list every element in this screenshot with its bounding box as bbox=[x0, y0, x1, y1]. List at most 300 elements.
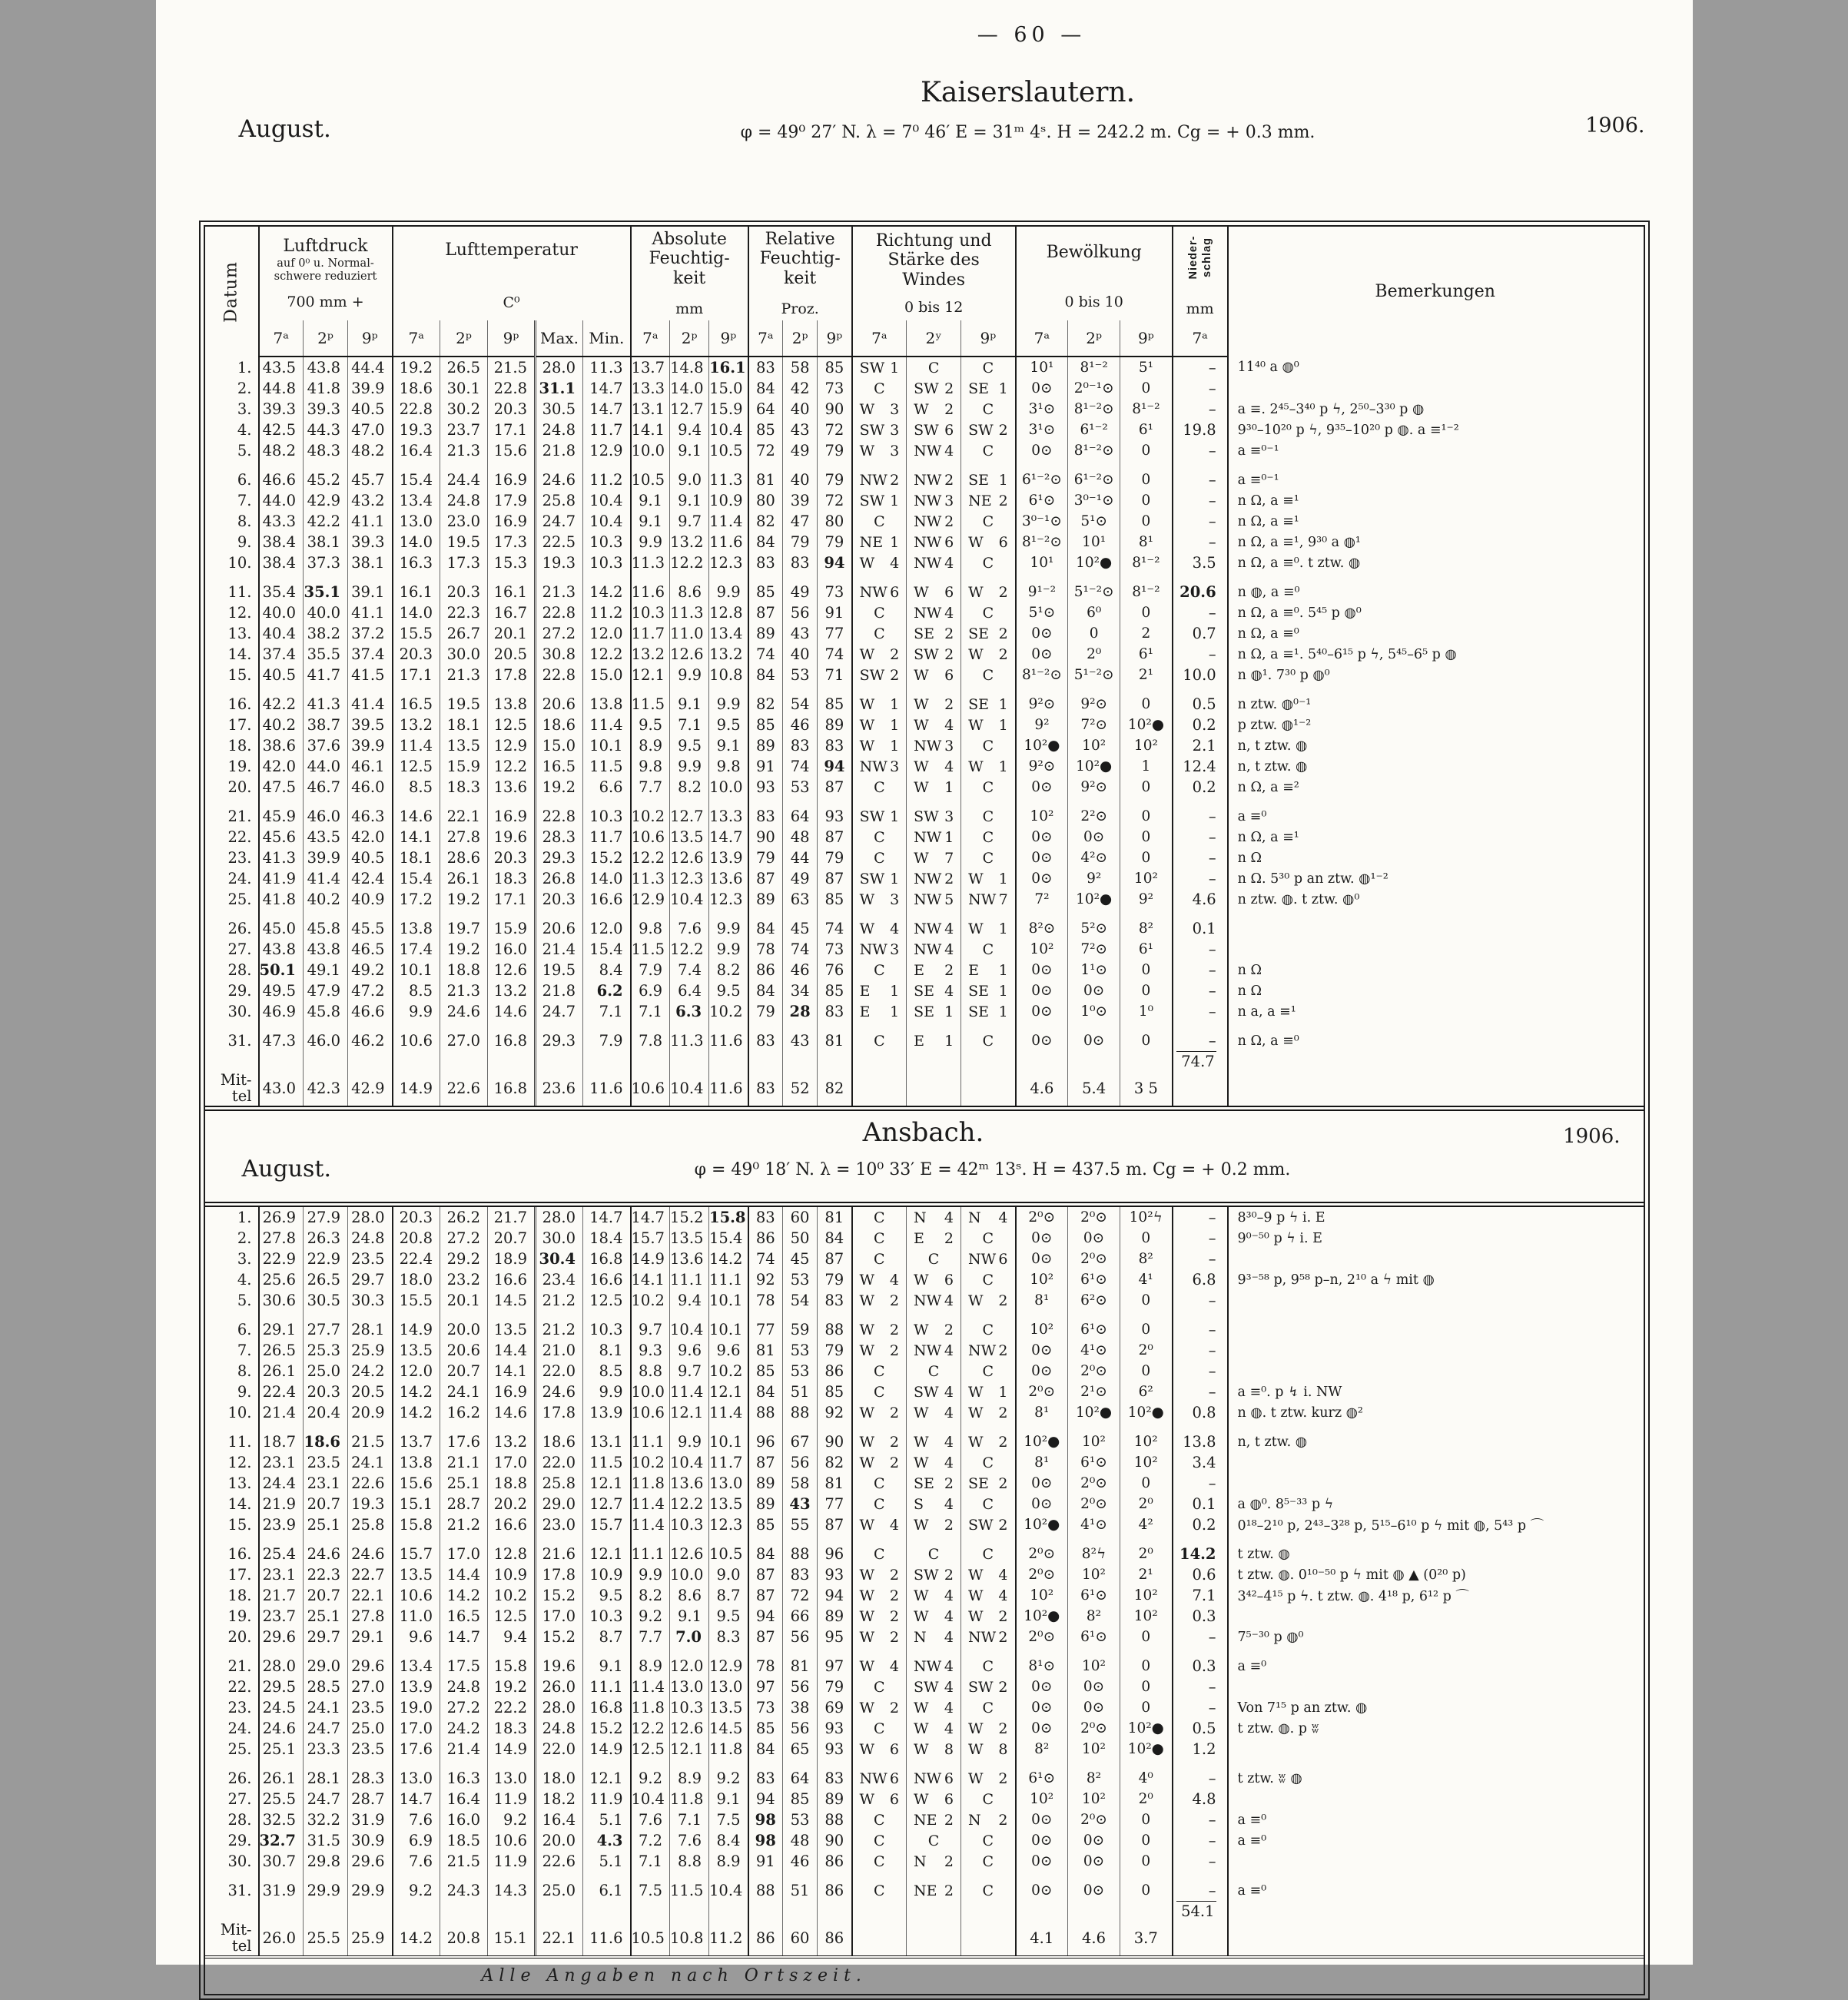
relhum-7a: 88 bbox=[748, 1402, 783, 1423]
temp-9p bbox=[488, 1022, 536, 1030]
abshum-7a: 12.5 bbox=[631, 1739, 670, 1760]
relhum-9p: 86 bbox=[818, 1361, 852, 1381]
table-row-day-19 bbox=[205, 756, 1642, 777]
relhum-7a: 87 bbox=[748, 1627, 783, 1647]
wind-7a bbox=[852, 756, 907, 777]
temp-2p: 18.3 bbox=[440, 777, 488, 798]
temp-2p: 21.1 bbox=[440, 1452, 488, 1473]
wind-2p bbox=[907, 1319, 961, 1340]
temp-min bbox=[583, 1760, 631, 1768]
pressure-9p: 47.0 bbox=[348, 420, 393, 440]
abshum-7a: 11.8 bbox=[631, 1697, 670, 1718]
temp-7a: 13.2 bbox=[393, 715, 440, 735]
datum: Mit- tel bbox=[205, 1920, 259, 1955]
table-row-day-18 bbox=[205, 735, 1642, 756]
wind-direction: SE bbox=[968, 696, 989, 713]
abshum-9p: 10.2 bbox=[709, 1361, 748, 1381]
wind-7a bbox=[852, 694, 907, 715]
relhum-9p: 95 bbox=[818, 1627, 852, 1647]
relhum-9p: 80 bbox=[818, 511, 852, 532]
wind-force: 2 bbox=[890, 1608, 899, 1625]
wind-9p: C bbox=[961, 939, 1016, 960]
relhum-2p bbox=[783, 1311, 818, 1319]
wind-7a: C bbox=[852, 1718, 907, 1739]
pressure-2p: 44.3 bbox=[304, 420, 348, 440]
wind-direction: NW bbox=[914, 555, 941, 572]
cloud-9p bbox=[1120, 1311, 1173, 1319]
wind-2p bbox=[907, 1677, 961, 1697]
wind-force: 2 bbox=[944, 1567, 954, 1584]
precip-7a: 6.8 bbox=[1173, 1269, 1228, 1290]
cloud-2p: 2⁰⊙ bbox=[1068, 1473, 1120, 1494]
wind-9p bbox=[961, 1739, 1016, 1760]
abshum-2p: 7.1 bbox=[670, 715, 709, 735]
wind-force: 2 bbox=[944, 1812, 954, 1829]
cloud-7a: 8¹⁻²⊙ bbox=[1016, 532, 1068, 552]
cloud-9p: 0 bbox=[1120, 1290, 1173, 1311]
wind-direction: SW bbox=[914, 646, 939, 663]
wind-2p bbox=[907, 399, 961, 420]
wind-9p bbox=[961, 756, 1016, 777]
table-row-day-5 bbox=[205, 1290, 1642, 1311]
temp-max: 19.5 bbox=[536, 960, 583, 980]
pressure-7a: 24.5 bbox=[259, 1697, 304, 1718]
cloud-7a: 0⊙ bbox=[1016, 1340, 1068, 1361]
wind-9p: C bbox=[961, 1361, 1016, 1381]
pressure-9p: 37.4 bbox=[348, 644, 393, 665]
wind-direction: W bbox=[914, 696, 929, 713]
temp-2p: 14.2 bbox=[440, 1585, 488, 1606]
temp-9p: 14.6 bbox=[488, 1001, 536, 1022]
pressure-2p bbox=[304, 1760, 348, 1768]
wind-7a: C bbox=[852, 623, 907, 644]
cloud-7a: 9¹⁻² bbox=[1016, 582, 1068, 602]
wind-9p bbox=[961, 960, 1016, 980]
cloud-7a: 6¹⊙ bbox=[1016, 1768, 1068, 1789]
month-label-kaiserslautern: August. bbox=[239, 115, 331, 143]
abshum-7a: 13.2 bbox=[631, 644, 670, 665]
cloud-7a: 0⊙ bbox=[1016, 847, 1068, 868]
wind-2p bbox=[907, 1022, 961, 1030]
scanned-page bbox=[156, 0, 1693, 1965]
temp-9p: 16.9 bbox=[488, 469, 536, 490]
wind-direction: NW bbox=[914, 829, 941, 846]
datum bbox=[205, 1872, 259, 1880]
temp-2p: 17.6 bbox=[440, 1431, 488, 1452]
cloud-7a: 0⊙ bbox=[1016, 1001, 1068, 1022]
temp-7a: 20.3 bbox=[393, 644, 440, 665]
relhum-7a: 87 bbox=[748, 1452, 783, 1473]
cloud-2p: 4¹⊙ bbox=[1068, 1514, 1120, 1535]
remarks bbox=[1228, 1920, 1642, 1955]
temp-min: 8.7 bbox=[583, 1627, 631, 1647]
temp-2p: 20.7 bbox=[440, 1361, 488, 1381]
pressure-9p: 28.7 bbox=[348, 1789, 393, 1809]
temp-7a bbox=[393, 573, 440, 582]
wind-direction: W bbox=[968, 1292, 984, 1309]
abshum-7a: 13.7 bbox=[631, 357, 670, 378]
wind-direction: E bbox=[914, 962, 924, 979]
temp-min: 11.9 bbox=[583, 1789, 631, 1809]
temp-9p bbox=[488, 1901, 536, 1920]
remarks: n ◍¹. 7³⁰ p ◍⁰ bbox=[1228, 665, 1642, 685]
wind-force: 2 bbox=[944, 513, 954, 530]
abshum-7a bbox=[631, 1535, 670, 1544]
relhum-7a: 87 bbox=[748, 1585, 783, 1606]
wind-2p bbox=[907, 1656, 961, 1677]
abshum-9p: 10.5 bbox=[709, 440, 748, 461]
table-row-day-28 bbox=[205, 1809, 1642, 1830]
relhum-7a: 83 bbox=[748, 1030, 783, 1051]
cloud-9p: 0 bbox=[1120, 1830, 1173, 1851]
temp-2p bbox=[440, 573, 488, 582]
precip-7a: – bbox=[1173, 939, 1228, 960]
cloud-2p: 6¹⊙ bbox=[1068, 1627, 1120, 1647]
cloud-9p: 10²● bbox=[1120, 1718, 1173, 1739]
cloud-9p: 10² bbox=[1120, 1606, 1173, 1627]
abshum-7a: 11.5 bbox=[631, 939, 670, 960]
table-row-day-16 bbox=[205, 1544, 1642, 1564]
wind-9p: C bbox=[961, 357, 1016, 378]
pressure-7a: 26.1 bbox=[259, 1768, 304, 1789]
precip-7a: – bbox=[1173, 1340, 1228, 1361]
precip-7a: 7.1 bbox=[1173, 1585, 1228, 1606]
wind-force: 2 bbox=[890, 1342, 899, 1359]
temp-min: 15.2 bbox=[583, 847, 631, 868]
subheader-time: 9ᵖ bbox=[818, 320, 852, 357]
temp-2p: 18.5 bbox=[440, 1830, 488, 1851]
relhum-9p: 90 bbox=[818, 399, 852, 420]
abshum-2p: 9.4 bbox=[670, 420, 709, 440]
datum: 20. bbox=[205, 777, 259, 798]
wind-direction: W bbox=[968, 1608, 984, 1625]
wind-direction: SW bbox=[860, 360, 885, 376]
abshum-7a: 13.3 bbox=[631, 378, 670, 399]
abshum-2p: 8.6 bbox=[670, 582, 709, 602]
relhum-7a: 87 bbox=[748, 1564, 783, 1585]
temp-2p bbox=[440, 1760, 488, 1768]
temp-9p: 19.2 bbox=[488, 1677, 536, 1697]
wind-7a: C bbox=[852, 847, 907, 868]
pressure-9p: 46.3 bbox=[348, 806, 393, 827]
pressure-2p: 45.8 bbox=[304, 1001, 348, 1022]
wind-2p bbox=[907, 1535, 961, 1544]
wind-2p bbox=[907, 440, 961, 461]
subheader-time: 7ᵃ bbox=[1016, 320, 1068, 357]
wind-7a: C bbox=[852, 1851, 907, 1872]
temp-min bbox=[583, 573, 631, 582]
cloud-2p: 6¹⊙ bbox=[1068, 1585, 1120, 1606]
wind-2p bbox=[907, 827, 961, 847]
wind-7a bbox=[852, 1340, 907, 1361]
pressure-9p: 46.6 bbox=[348, 1001, 393, 1022]
wind-direction: SE bbox=[968, 472, 989, 489]
temp-7a: 12.5 bbox=[393, 756, 440, 777]
datum: 10. bbox=[205, 552, 259, 573]
pressure-7a: 27.8 bbox=[259, 1228, 304, 1249]
temp-9p: 16.9 bbox=[488, 806, 536, 827]
abshum-2p: 11.8 bbox=[670, 1789, 709, 1809]
cloud-2p bbox=[1068, 461, 1120, 469]
temp-9p bbox=[488, 1051, 536, 1070]
temp-9p: 20.7 bbox=[488, 1228, 536, 1249]
precip-7a: – bbox=[1173, 1627, 1228, 1647]
wind-direction: NW bbox=[914, 941, 941, 958]
wind-force: 1 bbox=[944, 829, 954, 846]
precip-7a bbox=[1173, 1647, 1228, 1656]
abshum-7a: 9.2 bbox=[631, 1606, 670, 1627]
abshum-9p: 13.6 bbox=[709, 868, 748, 889]
pressure-2p: 42.3 bbox=[304, 1070, 348, 1106]
abshum-9p: 9.1 bbox=[709, 735, 748, 756]
cloud-9p: 8¹⁻² bbox=[1120, 399, 1173, 420]
temp-9p: 11.9 bbox=[488, 1789, 536, 1809]
cloud-2p: 4²⊙ bbox=[1068, 847, 1120, 868]
datum: 25. bbox=[205, 1739, 259, 1760]
wind-force: 2 bbox=[944, 1517, 954, 1534]
cloud-2p: 5²⊙ bbox=[1068, 918, 1120, 939]
temp-max: 15.0 bbox=[536, 735, 583, 756]
pressure-7a: 26.5 bbox=[259, 1340, 304, 1361]
temp-min: 10.3 bbox=[583, 1606, 631, 1627]
pressure-7a: 38.6 bbox=[259, 735, 304, 756]
wind-2p: C bbox=[907, 1830, 961, 1851]
wind-force: 1 bbox=[999, 871, 1008, 887]
wind-direction: W bbox=[968, 1384, 984, 1401]
wind-9p bbox=[961, 1585, 1016, 1606]
temp-2p: 26.2 bbox=[440, 1207, 488, 1228]
datum: 6. bbox=[205, 1319, 259, 1340]
wind-7a bbox=[852, 868, 907, 889]
temp-7a: 13.5 bbox=[393, 1340, 440, 1361]
table-row-day-10 bbox=[205, 552, 1642, 573]
wind-direction: S bbox=[914, 1496, 924, 1513]
pressure-2p: 40.0 bbox=[304, 602, 348, 623]
temp-max: 22.0 bbox=[536, 1452, 583, 1473]
datum: 5. bbox=[205, 440, 259, 461]
temp-7a: 11.4 bbox=[393, 735, 440, 756]
relhum-2p bbox=[783, 910, 818, 918]
wind-direction: W bbox=[968, 1720, 984, 1737]
temp-7a: 13.4 bbox=[393, 1656, 440, 1677]
wind-force: 6 bbox=[944, 1770, 954, 1787]
relhum-2p: 34 bbox=[783, 980, 818, 1001]
temp-9p: 17.1 bbox=[488, 889, 536, 910]
temp-min: 10.3 bbox=[583, 532, 631, 552]
wind-9p bbox=[961, 532, 1016, 552]
abshum-7a bbox=[631, 685, 670, 694]
cloud-9p bbox=[1120, 461, 1173, 469]
wind-force: 6 bbox=[944, 667, 954, 684]
abshum-9p: 14.5 bbox=[709, 1718, 748, 1739]
temp-7a: 9.9 bbox=[393, 1001, 440, 1022]
relhum-2p: 44 bbox=[783, 847, 818, 868]
relhum-9p bbox=[818, 1647, 852, 1656]
pressure-7a: 42.0 bbox=[259, 756, 304, 777]
cloud-2p bbox=[1068, 573, 1120, 582]
temp-max: 30.5 bbox=[536, 399, 583, 420]
wind-direction: W bbox=[860, 1629, 875, 1646]
temp-min: 8.5 bbox=[583, 1361, 631, 1381]
pressure-9p: 27.8 bbox=[348, 1606, 393, 1627]
temp-9p: 20.1 bbox=[488, 623, 536, 644]
datum: 8. bbox=[205, 1361, 259, 1381]
temp-9p bbox=[488, 1760, 536, 1768]
abshum-2p: 13.2 bbox=[670, 532, 709, 552]
table-row-day-30 bbox=[205, 1001, 1642, 1022]
abshum-7a: 12.1 bbox=[631, 665, 670, 685]
abshum-9p: 9.0 bbox=[709, 1564, 748, 1585]
relhum-7a: 82 bbox=[748, 511, 783, 532]
wind-direction: NW bbox=[914, 605, 941, 622]
temp-2p: 18.1 bbox=[440, 715, 488, 735]
wind-force: 2 bbox=[890, 1434, 899, 1451]
wind-2p bbox=[907, 1001, 961, 1022]
wind-9p bbox=[961, 980, 1016, 1001]
precip-7a bbox=[1173, 1022, 1228, 1030]
abshum-9p: 9.5 bbox=[709, 715, 748, 735]
temp-9p: 13.2 bbox=[488, 980, 536, 1001]
pressure-7a: 26.0 bbox=[259, 1920, 304, 1955]
abshum-9p: 13.4 bbox=[709, 623, 748, 644]
cloud-2p: 9² bbox=[1068, 868, 1120, 889]
remarks: 9³⁰–10²⁰ p ϟ, 9³⁵–10²⁰ p ◍. a ≡¹⁻² bbox=[1228, 420, 1642, 440]
temp-max: 28.3 bbox=[536, 827, 583, 847]
wind-direction: SW bbox=[914, 1679, 939, 1696]
cloud-7a: 10² bbox=[1016, 1269, 1068, 1290]
cloud-2p: 0⊙ bbox=[1068, 1851, 1120, 1872]
wind-2p bbox=[907, 1269, 961, 1290]
mittel-row bbox=[205, 1070, 1642, 1106]
remarks: a ≡⁰. p ↯ i. NW bbox=[1228, 1381, 1642, 1402]
relhum-9p: 77 bbox=[818, 623, 852, 644]
pressure-2p: 38.7 bbox=[304, 715, 348, 735]
temp-max: 20.3 bbox=[536, 889, 583, 910]
temp-max: 19.3 bbox=[536, 552, 583, 573]
relhum-2p: 83 bbox=[783, 1564, 818, 1585]
datum: 29. bbox=[205, 980, 259, 1001]
abshum-2p: 11.3 bbox=[670, 602, 709, 623]
abshum-2p bbox=[670, 798, 709, 806]
abshum-2p: 14.0 bbox=[670, 378, 709, 399]
cloud-7a: 0⊙ bbox=[1016, 1361, 1068, 1381]
remarks bbox=[1228, 1473, 1642, 1494]
abshum-7a: 7.7 bbox=[631, 777, 670, 798]
temp-9p: 15.9 bbox=[488, 918, 536, 939]
temp-2p: 28.7 bbox=[440, 1494, 488, 1514]
relhum-7a bbox=[748, 461, 783, 469]
relhum-7a bbox=[748, 1423, 783, 1431]
abshum-9p: 10.8 bbox=[709, 665, 748, 685]
datum: 27. bbox=[205, 1789, 259, 1809]
abshum-9p: 9.2 bbox=[709, 1768, 748, 1789]
wind-7a bbox=[852, 1656, 907, 1677]
remarks bbox=[1228, 1249, 1642, 1269]
wind-direction: W bbox=[860, 1454, 875, 1471]
remarks: n Ω bbox=[1228, 980, 1642, 1001]
pressure-7a: 45.0 bbox=[259, 918, 304, 939]
remarks bbox=[1228, 1361, 1642, 1381]
relhum-2p: 38 bbox=[783, 1697, 818, 1718]
table-row-day-4 bbox=[205, 420, 1642, 440]
cloud-7a: 0⊙ bbox=[1016, 960, 1068, 980]
temp-2p: 19.2 bbox=[440, 939, 488, 960]
temp-2p: 22.1 bbox=[440, 806, 488, 827]
precip-7a: – bbox=[1173, 1361, 1228, 1381]
cloud-2p: 0⊙ bbox=[1068, 1677, 1120, 1697]
temp-min: 5.1 bbox=[583, 1809, 631, 1830]
wind-7a: C bbox=[852, 1361, 907, 1381]
table-row-day-13 bbox=[205, 623, 1642, 644]
wind-9p: C bbox=[961, 511, 1016, 532]
temp-2p: 16.5 bbox=[440, 1606, 488, 1627]
datum: Mit- tel bbox=[205, 1070, 259, 1106]
pressure-9p: 25.9 bbox=[348, 1920, 393, 1955]
datum bbox=[205, 1901, 259, 1920]
temp-min: 14.9 bbox=[583, 1739, 631, 1760]
remarks bbox=[1228, 1606, 1642, 1627]
cloud-9p: 10²● bbox=[1120, 1402, 1173, 1423]
remarks: n Ω, a ≡⁰ bbox=[1228, 1030, 1642, 1051]
pressure-7a: 43.3 bbox=[259, 511, 304, 532]
wind-direction: W bbox=[914, 1791, 929, 1808]
wind-force: 2 bbox=[890, 472, 899, 489]
temp-min: 10.3 bbox=[583, 1319, 631, 1340]
temp-9p: 15.8 bbox=[488, 1656, 536, 1677]
cloud-7a: 0⊙ bbox=[1016, 1473, 1068, 1494]
abshum-9p: 13.0 bbox=[709, 1677, 748, 1697]
remarks: n, t ztw. ◍ bbox=[1228, 735, 1642, 756]
temp-7a: 22.8 bbox=[393, 399, 440, 420]
datum: 15. bbox=[205, 1514, 259, 1535]
temp-2p: 19.2 bbox=[440, 889, 488, 910]
wind-force: 4 bbox=[944, 1342, 954, 1359]
temp-max: 20.6 bbox=[536, 918, 583, 939]
relhum-9p: 87 bbox=[818, 777, 852, 798]
wind-force: 2 bbox=[999, 646, 1008, 663]
precip-7a bbox=[1173, 1901, 1228, 1920]
wind-9p bbox=[961, 461, 1016, 469]
wind-force: 4 bbox=[944, 1496, 954, 1513]
wind-2p bbox=[907, 735, 961, 756]
cloud-9p: 4⁰ bbox=[1120, 1768, 1173, 1789]
wind-2p: C bbox=[907, 1361, 961, 1381]
abshum-2p: 12.6 bbox=[670, 644, 709, 665]
cloud-2p: 10² bbox=[1068, 1656, 1120, 1677]
relhum-7a: 78 bbox=[748, 1656, 783, 1677]
pressure-7a bbox=[259, 798, 304, 806]
datum: 9. bbox=[205, 532, 259, 552]
relhum-9p: 79 bbox=[818, 469, 852, 490]
wind-9p bbox=[961, 378, 1016, 399]
cloud-9p bbox=[1120, 910, 1173, 918]
remarks bbox=[1228, 1901, 1642, 1920]
wind-7a: C bbox=[852, 1249, 907, 1269]
cloud-2p: 2⁰⊙ bbox=[1068, 1809, 1120, 1830]
wind-direction: W bbox=[968, 584, 984, 601]
relhum-7a: 79 bbox=[748, 1001, 783, 1022]
temp-min: 10.1 bbox=[583, 735, 631, 756]
wind-direction: NW bbox=[914, 920, 941, 937]
temp-max: 25.8 bbox=[536, 1473, 583, 1494]
wind-force: 6 bbox=[999, 534, 1008, 551]
precip-7a: – bbox=[1173, 1290, 1228, 1311]
temp-7a: 12.0 bbox=[393, 1361, 440, 1381]
abshum-2p bbox=[670, 1423, 709, 1431]
abshum-7a: 10.2 bbox=[631, 1290, 670, 1311]
wind-direction: NE bbox=[968, 493, 992, 509]
pressure-7a: 21.7 bbox=[259, 1585, 304, 1606]
